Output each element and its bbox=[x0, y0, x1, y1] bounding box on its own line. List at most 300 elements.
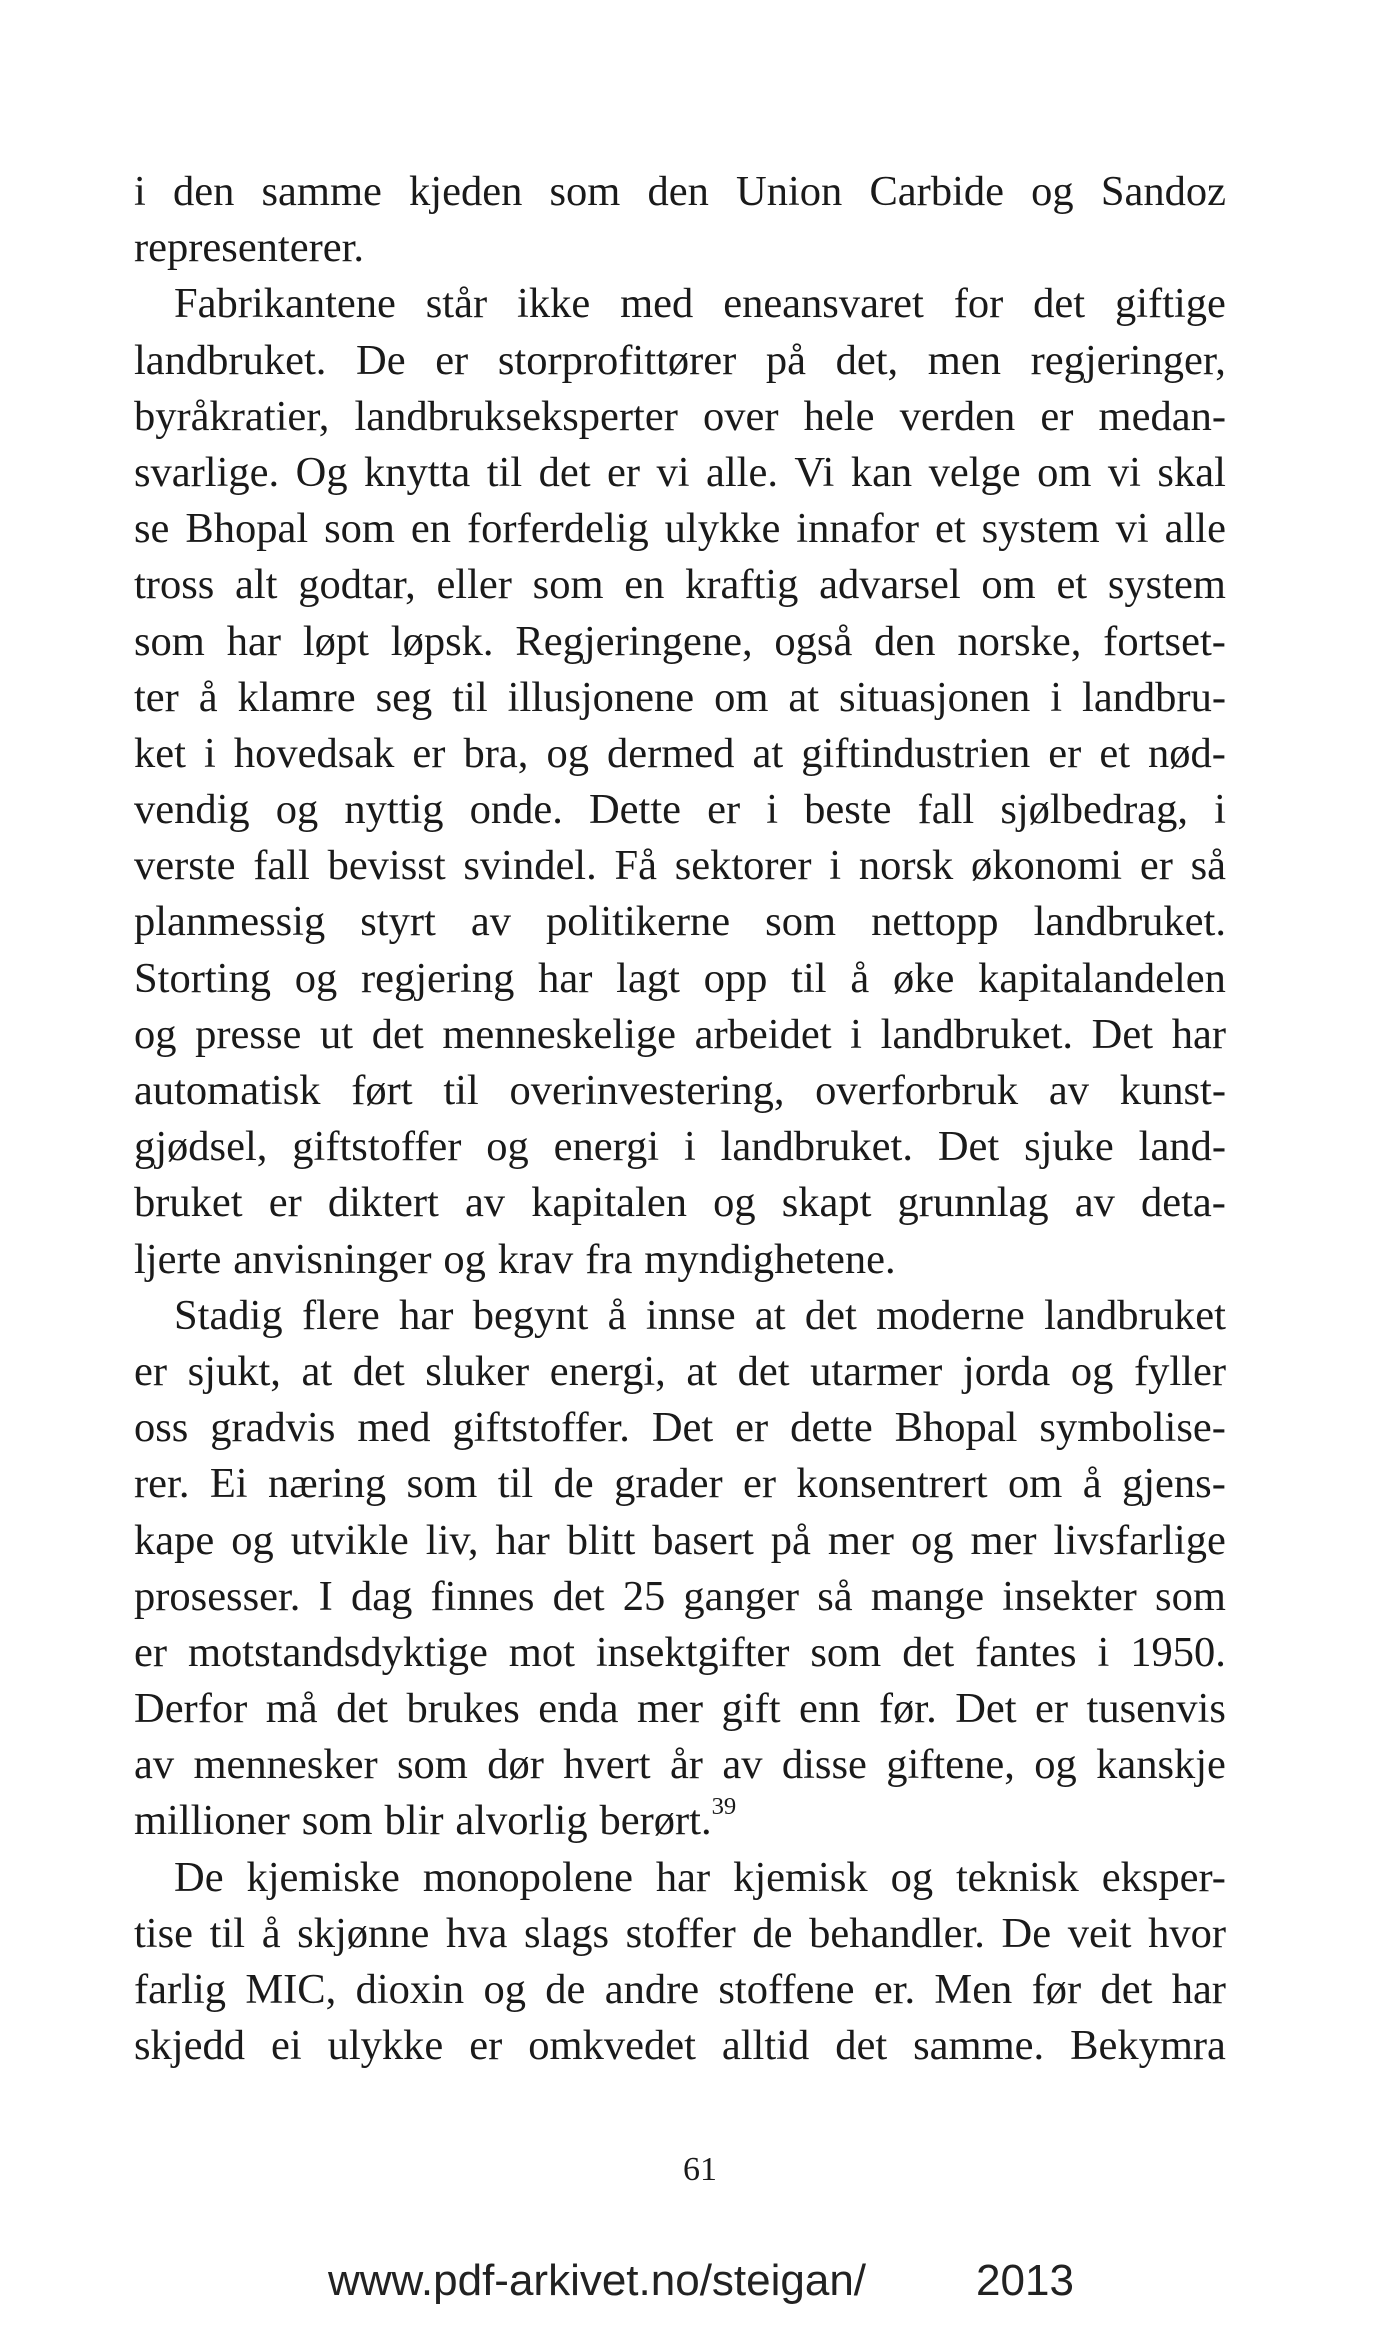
word: Regjeringene, bbox=[515, 617, 753, 665]
word: Fabrikantene bbox=[174, 280, 396, 328]
word: illusjonene bbox=[507, 673, 695, 721]
word: ei bbox=[270, 2022, 302, 2070]
word: fall bbox=[253, 842, 310, 890]
footer-url: www.pdf-arkivet.no/steigan/ bbox=[328, 2256, 867, 2305]
word: å bbox=[850, 954, 870, 1002]
word: eller bbox=[436, 561, 512, 609]
word: Ei bbox=[209, 1460, 248, 1508]
word: ter bbox=[134, 673, 179, 721]
word: i bbox=[1050, 673, 1063, 721]
word: for bbox=[953, 280, 1004, 328]
word: øke bbox=[892, 954, 955, 1002]
word: velge bbox=[928, 448, 1021, 496]
word: å bbox=[1082, 1460, 1102, 1508]
word: kraftig bbox=[685, 561, 799, 609]
word: har bbox=[495, 1516, 550, 1564]
word: hvor bbox=[1148, 1909, 1226, 1957]
word: begynt bbox=[472, 1291, 589, 1339]
word: nød- bbox=[1148, 729, 1226, 777]
text-line bbox=[134, 220, 1226, 276]
word: styrt bbox=[360, 898, 436, 946]
text-line bbox=[134, 2018, 1226, 2074]
word: kape bbox=[134, 1516, 215, 1564]
word: vendig bbox=[134, 786, 250, 834]
text-line bbox=[134, 838, 1226, 894]
word: kjeden bbox=[409, 168, 523, 215]
word: med bbox=[620, 280, 694, 328]
word: det bbox=[1033, 280, 1086, 328]
word: så bbox=[1190, 842, 1226, 890]
word-text: berørt. bbox=[599, 1797, 712, 1845]
word: den bbox=[647, 168, 709, 215]
word: som bbox=[324, 505, 395, 553]
word: vi bbox=[1115, 505, 1149, 553]
word: Det bbox=[937, 1123, 1000, 1171]
word: alt bbox=[235, 561, 278, 609]
word: livsfarlige bbox=[1053, 1516, 1226, 1564]
word: landbruket. bbox=[720, 1123, 913, 1171]
word: i bbox=[683, 1123, 696, 1171]
word: dermed bbox=[606, 729, 735, 777]
word: til bbox=[452, 673, 488, 721]
word: og bbox=[134, 1010, 177, 1058]
word: sluker bbox=[425, 1347, 530, 1395]
word: som bbox=[765, 898, 837, 946]
word: utarmer bbox=[810, 1347, 943, 1395]
word: hvert bbox=[563, 1741, 651, 1789]
text-line bbox=[134, 389, 1226, 445]
word: fra bbox=[585, 1235, 633, 1283]
word: sjølbedrag, bbox=[1000, 786, 1188, 834]
word: et bbox=[1099, 729, 1130, 777]
word: om bbox=[1037, 448, 1092, 496]
word: bra, bbox=[463, 729, 529, 777]
word: i bbox=[1097, 1628, 1110, 1676]
word: det bbox=[835, 2022, 888, 2070]
word: politikerne bbox=[546, 898, 731, 946]
word: diktert bbox=[327, 1179, 439, 1227]
word: som bbox=[301, 1797, 373, 1845]
word: brukes bbox=[406, 1685, 520, 1733]
word: Union bbox=[736, 168, 843, 215]
word: vi bbox=[1107, 448, 1141, 496]
word: system bbox=[981, 505, 1100, 553]
word: før. bbox=[878, 1685, 937, 1733]
word: det bbox=[371, 1010, 424, 1058]
word: er bbox=[606, 448, 641, 496]
word: til bbox=[791, 954, 827, 1002]
word: har bbox=[1171, 1010, 1226, 1058]
word: kunst- bbox=[1119, 1067, 1226, 1114]
word: mer bbox=[827, 1516, 894, 1564]
word: basert bbox=[652, 1516, 754, 1564]
word: å bbox=[261, 1909, 281, 1957]
text-line bbox=[134, 951, 1226, 1007]
word: Og bbox=[295, 448, 348, 496]
word: giftene, bbox=[886, 1741, 1015, 1789]
text-line bbox=[134, 557, 1226, 613]
word: en bbox=[410, 505, 452, 553]
word: sjuke bbox=[1024, 1123, 1114, 1171]
text-line bbox=[134, 501, 1226, 557]
word: er bbox=[1048, 729, 1082, 777]
text-line bbox=[134, 276, 1226, 332]
word: nettopp bbox=[871, 898, 999, 946]
word: 25 bbox=[622, 1572, 666, 1620]
word: MIC, bbox=[245, 1966, 337, 2013]
word: dette bbox=[790, 1404, 873, 1452]
footer-year: 2013 bbox=[976, 2256, 1074, 2305]
word: å bbox=[607, 1291, 627, 1339]
word: mer bbox=[637, 1685, 704, 1733]
word: av bbox=[134, 1741, 175, 1789]
word: landbruket bbox=[1044, 1291, 1226, 1339]
word: sjukt, bbox=[187, 1347, 281, 1395]
word: flere bbox=[301, 1291, 380, 1339]
word: Det bbox=[651, 1404, 714, 1452]
word: ikke bbox=[517, 280, 591, 328]
word: på bbox=[770, 1516, 811, 1564]
word: fortset- bbox=[1103, 617, 1226, 665]
word: landbrukseksperter bbox=[354, 392, 678, 440]
word: utvikle bbox=[290, 1516, 409, 1564]
word: kapitalandelen bbox=[978, 954, 1226, 1002]
word: økonomi bbox=[971, 842, 1123, 890]
word: system bbox=[1107, 561, 1226, 609]
text-line bbox=[134, 1513, 1226, 1569]
word: alvorlig bbox=[455, 1797, 588, 1845]
word: bruket bbox=[134, 1179, 243, 1227]
word: konsentrert bbox=[796, 1460, 988, 1508]
text-line bbox=[134, 445, 1226, 501]
word: Få bbox=[614, 842, 657, 890]
word: det bbox=[804, 1291, 857, 1339]
word: er bbox=[1040, 392, 1074, 440]
word: av bbox=[470, 898, 511, 946]
word: disse bbox=[781, 1741, 867, 1789]
word: mange bbox=[870, 1572, 985, 1620]
word: at bbox=[754, 1291, 786, 1339]
word: det bbox=[552, 1572, 605, 1620]
word: det bbox=[902, 1628, 955, 1676]
word: er bbox=[412, 729, 446, 777]
word: også bbox=[774, 617, 853, 665]
word: millioner bbox=[134, 1797, 290, 1845]
word: de bbox=[752, 1909, 793, 1957]
word: har bbox=[226, 617, 281, 665]
word: forferdelig bbox=[466, 505, 649, 553]
text-line bbox=[134, 1063, 1226, 1119]
word: tise bbox=[134, 1909, 194, 1957]
word: landbruket. bbox=[134, 336, 327, 384]
word: oss bbox=[134, 1404, 189, 1452]
text-line bbox=[134, 1962, 1226, 2018]
word: byråkratier, bbox=[134, 392, 330, 440]
word: før bbox=[1031, 1966, 1082, 2013]
word: er bbox=[743, 1460, 777, 1508]
word: av bbox=[1048, 1067, 1089, 1114]
word: at bbox=[788, 673, 820, 721]
word: er bbox=[1139, 842, 1173, 890]
word: 1950. bbox=[1130, 1628, 1226, 1676]
word: stoffer bbox=[625, 1909, 736, 1957]
word: seg bbox=[375, 673, 433, 721]
word: og bbox=[294, 954, 338, 1002]
word: har bbox=[538, 954, 593, 1002]
word: i bbox=[766, 786, 779, 834]
word: er bbox=[735, 1404, 769, 1452]
word: innse bbox=[645, 1291, 736, 1339]
word: blir bbox=[384, 1797, 444, 1845]
text-line bbox=[134, 782, 1226, 838]
word: De bbox=[356, 336, 406, 384]
word: ganger bbox=[683, 1572, 800, 1620]
text-line bbox=[134, 670, 1226, 726]
word: giftstoffer. bbox=[452, 1404, 630, 1452]
word: kan bbox=[850, 448, 913, 496]
word: tross bbox=[134, 561, 215, 609]
word: gjødsel, bbox=[134, 1123, 268, 1171]
word: onde. bbox=[469, 786, 563, 834]
word: det bbox=[538, 448, 591, 496]
word: at bbox=[686, 1347, 718, 1395]
word: godtar, bbox=[298, 561, 416, 609]
word: fall bbox=[917, 786, 975, 834]
word bbox=[599, 1793, 736, 1849]
text-line bbox=[134, 1119, 1226, 1175]
word: lagt bbox=[616, 954, 680, 1002]
word: som bbox=[549, 168, 621, 215]
word: Sandoz bbox=[1100, 168, 1226, 215]
word: ljerte bbox=[134, 1235, 222, 1283]
word: slags bbox=[523, 1909, 609, 1957]
text-line bbox=[134, 1625, 1226, 1681]
word: er bbox=[268, 1179, 302, 1227]
word: jorda bbox=[962, 1347, 1051, 1395]
word: kjemiske bbox=[246, 1853, 400, 1901]
word: energi, bbox=[549, 1347, 666, 1395]
word: De bbox=[174, 1853, 224, 1901]
word: alle. bbox=[705, 448, 778, 496]
word: med bbox=[357, 1404, 431, 1452]
word: giftstoffer bbox=[292, 1123, 462, 1171]
word: liv, bbox=[425, 1516, 479, 1564]
word: av bbox=[722, 1741, 763, 1789]
word: ket bbox=[134, 729, 186, 777]
word: må bbox=[265, 1685, 318, 1733]
word: Dette bbox=[588, 786, 682, 834]
word: har bbox=[655, 1853, 711, 1901]
word: Vi bbox=[794, 448, 835, 496]
word: til bbox=[497, 1460, 534, 1508]
word: til bbox=[443, 1067, 479, 1114]
word: mot bbox=[508, 1628, 575, 1676]
word: som bbox=[1155, 1572, 1226, 1620]
word: bevisst bbox=[327, 842, 446, 890]
text-line bbox=[134, 1850, 1226, 1906]
word: blitt bbox=[566, 1516, 636, 1564]
word: skal bbox=[1157, 448, 1226, 496]
word: av bbox=[1074, 1179, 1115, 1227]
word: den bbox=[172, 168, 235, 215]
word: kapitalen bbox=[531, 1179, 687, 1227]
word: det bbox=[1100, 1966, 1153, 2013]
word: i bbox=[850, 1010, 862, 1058]
text-line bbox=[134, 1737, 1226, 1793]
word: Det bbox=[1091, 1010, 1154, 1058]
word: representerer. bbox=[134, 224, 365, 272]
word: over bbox=[702, 392, 779, 440]
word: rer. bbox=[134, 1460, 190, 1508]
word: grader bbox=[614, 1460, 723, 1508]
word: og bbox=[713, 1179, 756, 1227]
word: mennesker bbox=[193, 1741, 378, 1789]
word: verste bbox=[134, 842, 236, 890]
word: kanskje bbox=[1096, 1741, 1226, 1789]
word: fantes bbox=[975, 1628, 1077, 1676]
word: menneskelige bbox=[442, 1010, 676, 1058]
word: arbeidet bbox=[694, 1010, 832, 1058]
word: står bbox=[425, 280, 488, 328]
word: mer bbox=[970, 1516, 1037, 1564]
word: det bbox=[352, 1347, 405, 1395]
word: om bbox=[981, 561, 1036, 609]
text-line bbox=[134, 1400, 1226, 1456]
word: og bbox=[443, 1235, 486, 1283]
word: og bbox=[910, 1516, 954, 1564]
word: insekter bbox=[1002, 1572, 1137, 1620]
word: å bbox=[198, 673, 218, 721]
word: er. bbox=[873, 1966, 916, 2013]
word: Stadig bbox=[174, 1291, 283, 1339]
word: enn bbox=[799, 1685, 861, 1733]
word: tusenvis bbox=[1086, 1685, 1226, 1733]
word: Bhopal bbox=[185, 505, 309, 553]
word: Men bbox=[934, 1966, 1013, 2013]
word: klamre bbox=[237, 673, 356, 721]
text-line bbox=[134, 614, 1226, 670]
word: norske, bbox=[957, 617, 1082, 665]
text-line bbox=[134, 1793, 1226, 1849]
text-line bbox=[134, 1569, 1226, 1625]
word: deta- bbox=[1141, 1179, 1226, 1227]
word: ulykke bbox=[327, 2022, 444, 2070]
text-line bbox=[134, 333, 1226, 389]
word: har bbox=[399, 1291, 454, 1339]
word: og bbox=[890, 1853, 934, 1901]
word: I bbox=[318, 1572, 333, 1620]
word: enda bbox=[538, 1685, 619, 1733]
word: giftindustrien bbox=[801, 729, 1031, 777]
word: hovedsak bbox=[233, 729, 395, 777]
word: og bbox=[1070, 1347, 1114, 1395]
word: er bbox=[134, 1628, 168, 1676]
word: presse bbox=[195, 1010, 302, 1058]
word: teknisk bbox=[956, 1853, 1079, 1901]
footer-watermark bbox=[328, 2255, 1074, 2307]
word: hele bbox=[803, 392, 875, 440]
word: som bbox=[134, 617, 205, 665]
word: monopolene bbox=[422, 1853, 633, 1901]
word: en bbox=[624, 561, 665, 609]
word: anvisninger bbox=[233, 1235, 432, 1283]
word: næring bbox=[268, 1460, 387, 1508]
word: overforbruk bbox=[815, 1067, 1019, 1114]
word: moderne bbox=[876, 1291, 1025, 1339]
word: hva bbox=[446, 1909, 508, 1957]
word: er bbox=[1035, 1685, 1069, 1733]
word: er bbox=[707, 786, 741, 834]
word: er bbox=[134, 1347, 168, 1395]
footnote-marker: 39 bbox=[711, 1792, 737, 1820]
text-line bbox=[134, 164, 1226, 220]
word: krav bbox=[497, 1235, 574, 1283]
word: fyller bbox=[1133, 1347, 1226, 1395]
word: Storting bbox=[134, 954, 271, 1002]
word: de bbox=[545, 1966, 586, 2013]
word: alle bbox=[1164, 505, 1226, 553]
word: eneansvaret bbox=[723, 280, 924, 328]
word: behandler. bbox=[809, 1909, 985, 1957]
word: som bbox=[406, 1460, 478, 1508]
word: ulykke bbox=[664, 505, 781, 553]
word: og bbox=[546, 729, 589, 777]
word: myndighetene. bbox=[644, 1235, 896, 1283]
word: gjens- bbox=[1121, 1460, 1226, 1508]
word: vi bbox=[656, 448, 690, 496]
word: Det bbox=[955, 1685, 1017, 1733]
word: farlig bbox=[134, 1966, 227, 2013]
word: ut bbox=[320, 1010, 354, 1058]
word: samme. bbox=[913, 2022, 1045, 2070]
word: eksper- bbox=[1101, 1853, 1226, 1901]
word: gradvis bbox=[210, 1404, 336, 1452]
word: i bbox=[829, 842, 842, 890]
word: symbolise- bbox=[1039, 1404, 1226, 1452]
text-line bbox=[134, 1456, 1226, 1512]
word: innafor bbox=[796, 505, 920, 553]
word: grunnlag bbox=[897, 1179, 1049, 1227]
text-line bbox=[134, 1232, 1226, 1288]
word: et bbox=[1056, 561, 1088, 609]
word: omkvedet bbox=[528, 2022, 696, 2070]
word: dioxin bbox=[355, 1966, 465, 2013]
word: på bbox=[765, 336, 806, 384]
word: veit bbox=[1067, 1909, 1132, 1957]
text-line bbox=[134, 1175, 1226, 1231]
word: opp bbox=[703, 954, 768, 1002]
word: om bbox=[1008, 1460, 1063, 1508]
word: svarlige. bbox=[134, 448, 280, 496]
word: av bbox=[464, 1179, 506, 1227]
word: skjedd bbox=[134, 2022, 245, 2070]
word: situasjonen bbox=[839, 673, 1031, 721]
word: er bbox=[435, 336, 469, 384]
word: norsk bbox=[858, 842, 954, 890]
word: er bbox=[469, 2022, 503, 2070]
word: regjering bbox=[360, 954, 515, 1002]
word: løpt bbox=[302, 617, 369, 665]
word: land- bbox=[1138, 1123, 1226, 1171]
word: som bbox=[810, 1628, 882, 1676]
word: som bbox=[396, 1741, 468, 1789]
word: Carbide bbox=[869, 168, 1004, 215]
word: skjønne bbox=[297, 1909, 430, 1957]
word: andre bbox=[604, 1966, 700, 2013]
word: overinvestering, bbox=[509, 1067, 785, 1114]
word: så bbox=[817, 1572, 853, 1620]
word: insektgifter bbox=[595, 1628, 790, 1676]
